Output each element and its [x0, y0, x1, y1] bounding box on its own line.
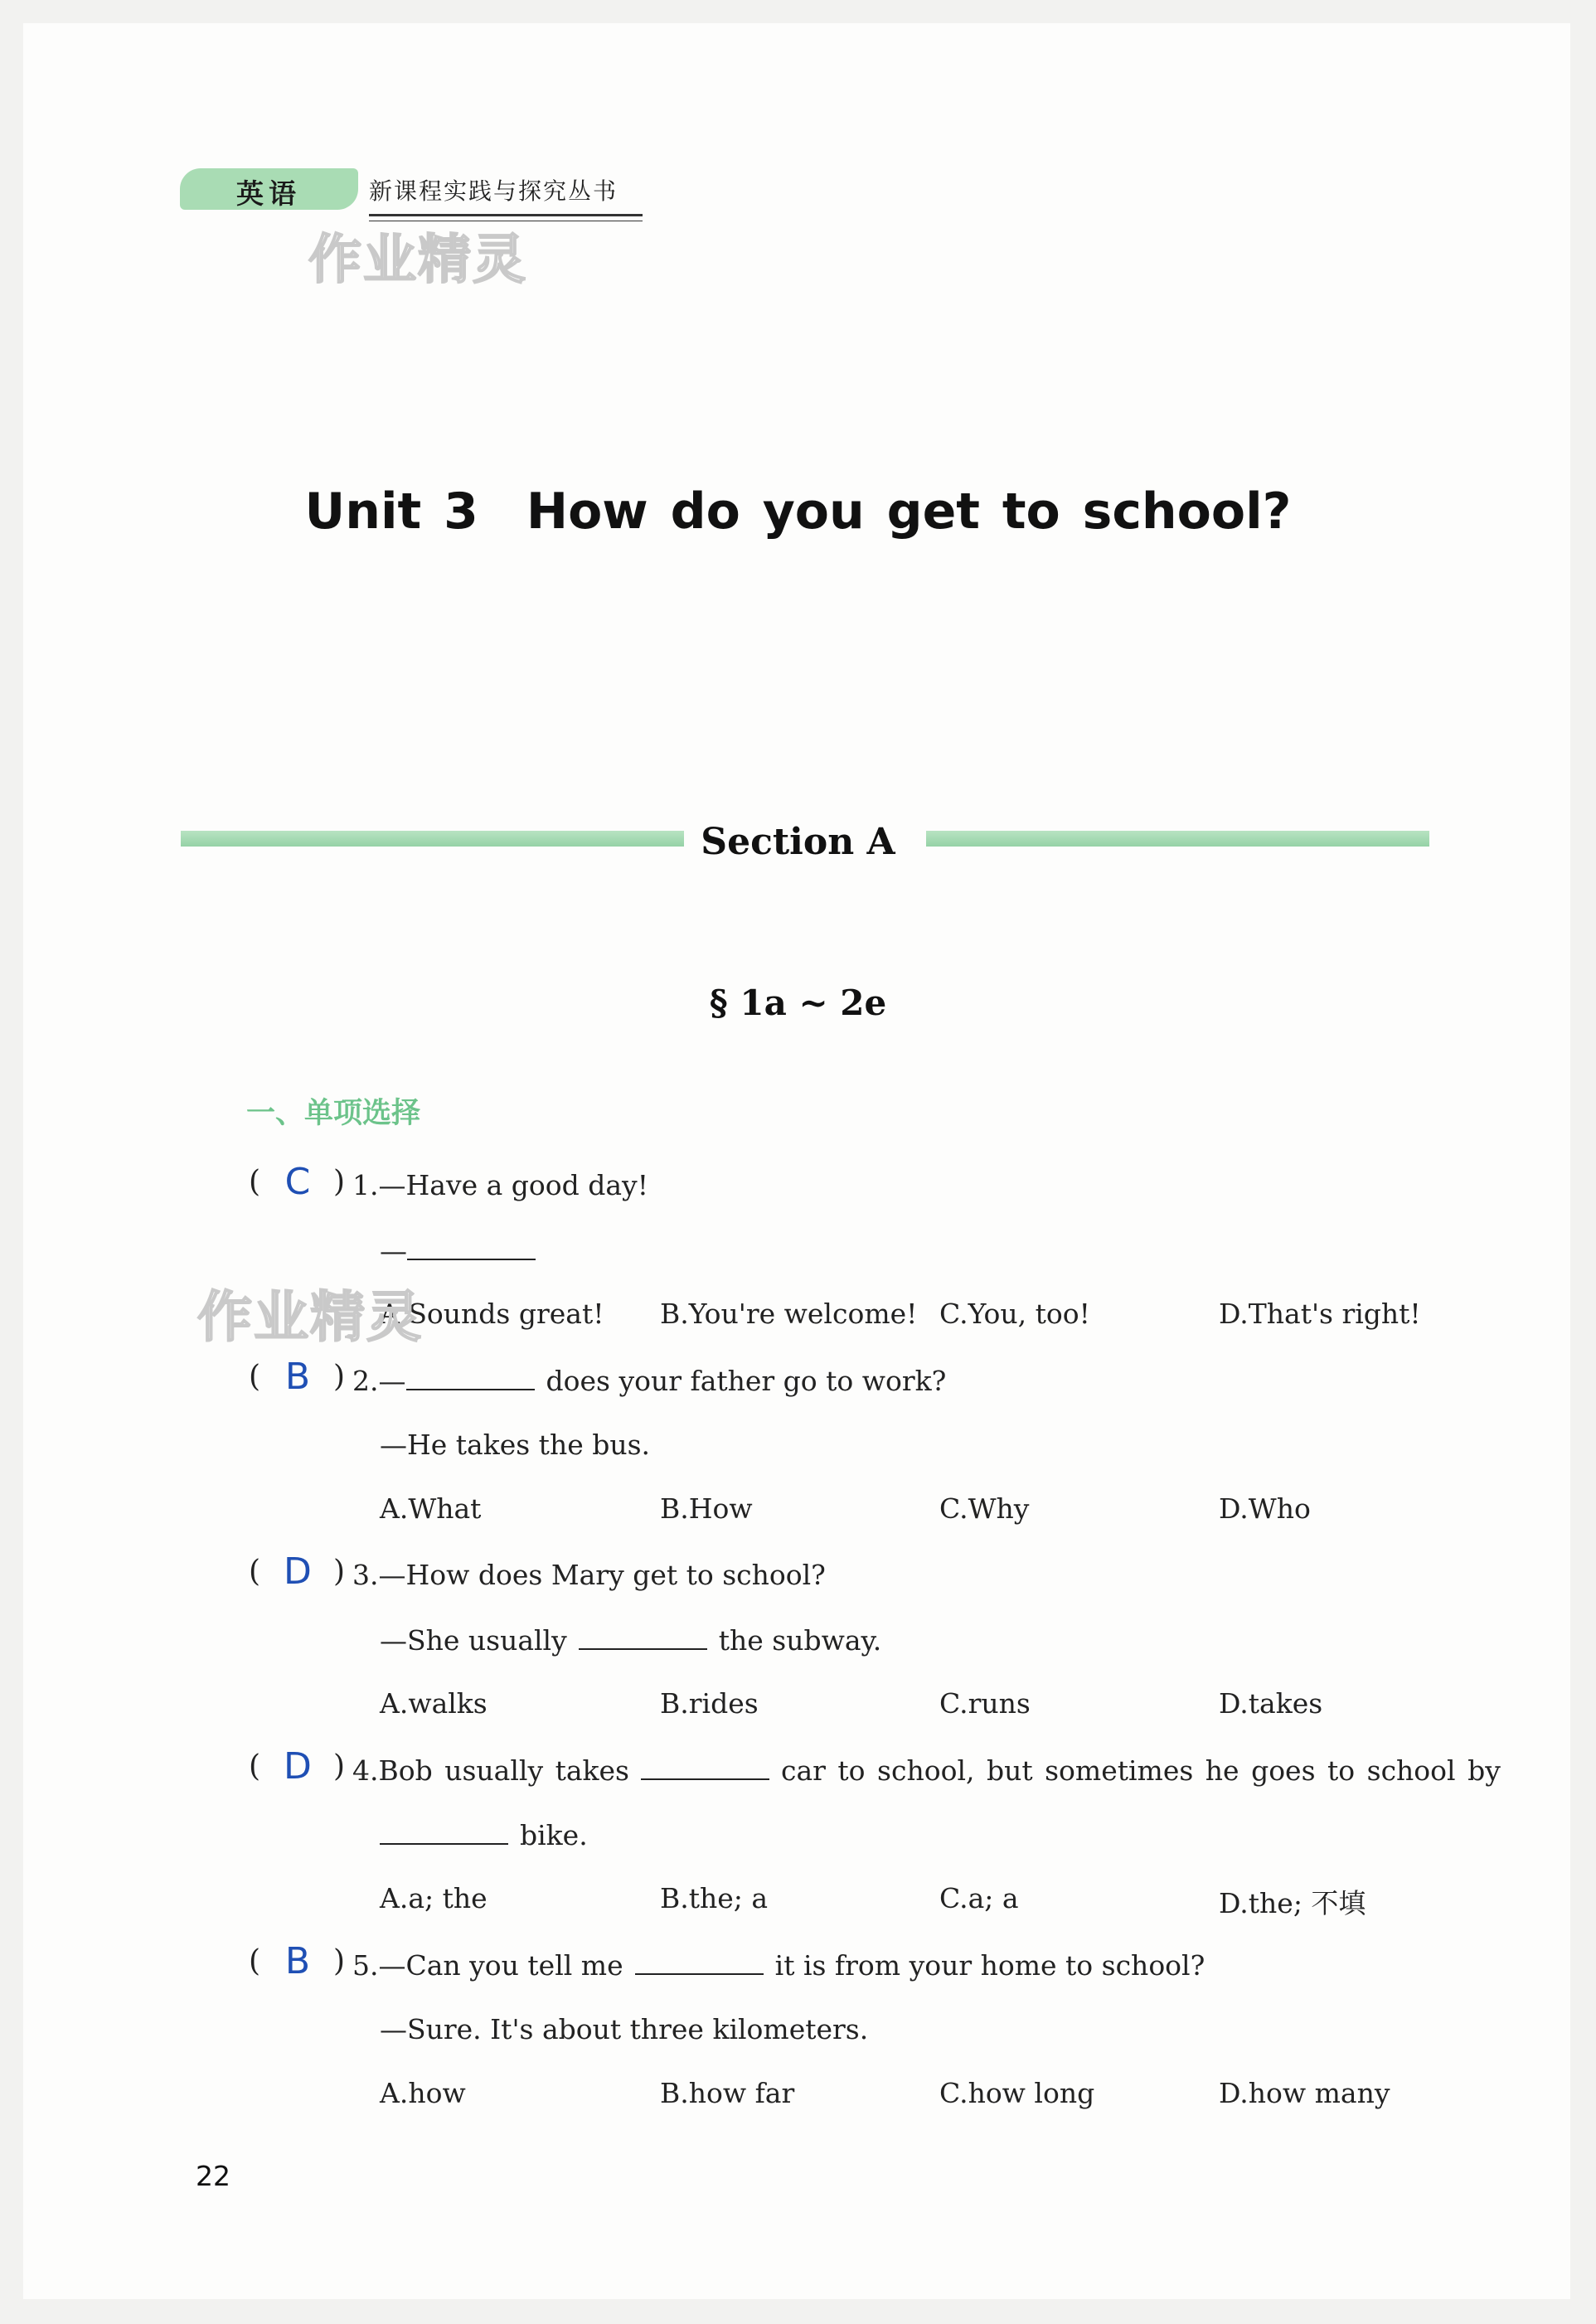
response-line: [380, 1623, 881, 1657]
response-text: —She usually: [380, 1624, 567, 1657]
question-line: Bob usually takes: [378, 1754, 629, 1787]
question-number: 1.: [352, 1169, 379, 1201]
part-heading: 一、单项选择: [246, 1097, 421, 1130]
question-stem: [352, 1364, 946, 1397]
question-stem: [352, 1169, 648, 1201]
unit-title: [0, 483, 1596, 541]
answer-mark: D: [284, 1745, 312, 1788]
header-rule: [369, 214, 643, 216]
option-a: A.how: [380, 2077, 466, 2109]
option-d: D.the; 不填: [1219, 1887, 1366, 1919]
continuation-text: bike.: [520, 1819, 588, 1851]
answer-mark: D: [284, 1550, 312, 1593]
option-b: B.You're welcome!: [660, 1298, 918, 1330]
option-b: B.the; a: [660, 1882, 769, 1914]
close-paren: ): [333, 1555, 346, 1589]
question-line: does your father go to work?: [546, 1365, 947, 1397]
option-b: B.how far: [660, 2077, 795, 2109]
question-line-end: it is from your home to school?: [774, 1949, 1205, 1982]
option-c: C.Why: [939, 1492, 1030, 1525]
response-line: —He takes the bus.: [380, 1429, 651, 1461]
answer-blank[interactable]: [641, 1754, 769, 1780]
close-paren: ): [333, 1944, 346, 1978]
section-title: Section A: [701, 821, 895, 863]
question-line: —How does Mary get to school?: [378, 1559, 826, 1591]
answer-blank[interactable]: [635, 1948, 764, 1975]
open-paren: (: [249, 1749, 261, 1783]
option-a: A.walks: [380, 1687, 488, 1720]
continuation-line: [380, 1818, 588, 1851]
open-paren: (: [249, 1555, 261, 1589]
question-line: —Have a good day!: [378, 1169, 648, 1201]
response-text-end: the subway.: [718, 1624, 882, 1657]
unit-number: Unit 3: [304, 483, 478, 541]
option-a: A.a; the: [380, 1882, 488, 1914]
question-number: 3.: [352, 1559, 379, 1591]
option-a: A.Sounds great!: [380, 1298, 604, 1330]
response-line: —Sure. It's about three kilometers.: [380, 2013, 869, 2045]
option-d: D.how many: [1219, 2077, 1390, 2109]
answer-blank[interactable]: [380, 1818, 508, 1845]
close-paren: ): [333, 1360, 346, 1394]
sub-title: § 1a ~ 2e: [709, 982, 887, 1023]
series-title: 新课程实践与探究丛书: [369, 177, 619, 205]
answer-mark: B: [284, 1356, 311, 1398]
question-line-end: car to school, but sometimes he goes to school by: [781, 1754, 1501, 1787]
question-number: 4.: [352, 1754, 379, 1787]
answer-mark: C: [284, 1161, 311, 1203]
answer-blank[interactable]: [406, 1364, 535, 1390]
page-number: 22: [196, 2160, 230, 2192]
watermark: 作业精灵: [197, 1285, 423, 1349]
option-a: A.What: [380, 1492, 482, 1525]
question-stem: [352, 1559, 826, 1591]
option-d: D.That's right!: [1219, 1298, 1421, 1330]
watermark: 作业精灵: [308, 230, 527, 291]
open-paren: (: [249, 1360, 261, 1394]
question-number: 2.: [352, 1365, 379, 1397]
option-c: C.runs: [939, 1687, 1031, 1720]
dash: —: [378, 1365, 406, 1397]
option-c: C.You, too!: [939, 1298, 1090, 1330]
option-c: C.how long: [939, 2077, 1095, 2109]
open-paren: (: [249, 1944, 261, 1978]
question-number: 5.: [352, 1949, 379, 1982]
answer-blank[interactable]: [407, 1234, 536, 1260]
option-b: B.rides: [660, 1687, 759, 1720]
question-line: —Can you tell me: [378, 1949, 623, 1982]
option-d: D.takes: [1219, 1687, 1323, 1720]
option-d: D.Who: [1219, 1492, 1311, 1525]
close-paren: ): [333, 1749, 346, 1783]
unit-title-text: How do you get to school?: [526, 483, 1292, 541]
question-stem: [352, 1754, 1501, 1787]
dash: —: [380, 1235, 407, 1267]
response-line: [380, 1234, 547, 1267]
answer-mark: B: [284, 1940, 311, 1982]
option-c: C.a; a: [939, 1882, 1019, 1914]
question-stem: [352, 1948, 1205, 1982]
open-paren: (: [249, 1165, 261, 1199]
answer-blank[interactable]: [579, 1623, 707, 1650]
subject-label: 英语: [236, 177, 301, 210]
option-b: B.How: [660, 1492, 753, 1525]
close-paren: ): [333, 1165, 346, 1199]
